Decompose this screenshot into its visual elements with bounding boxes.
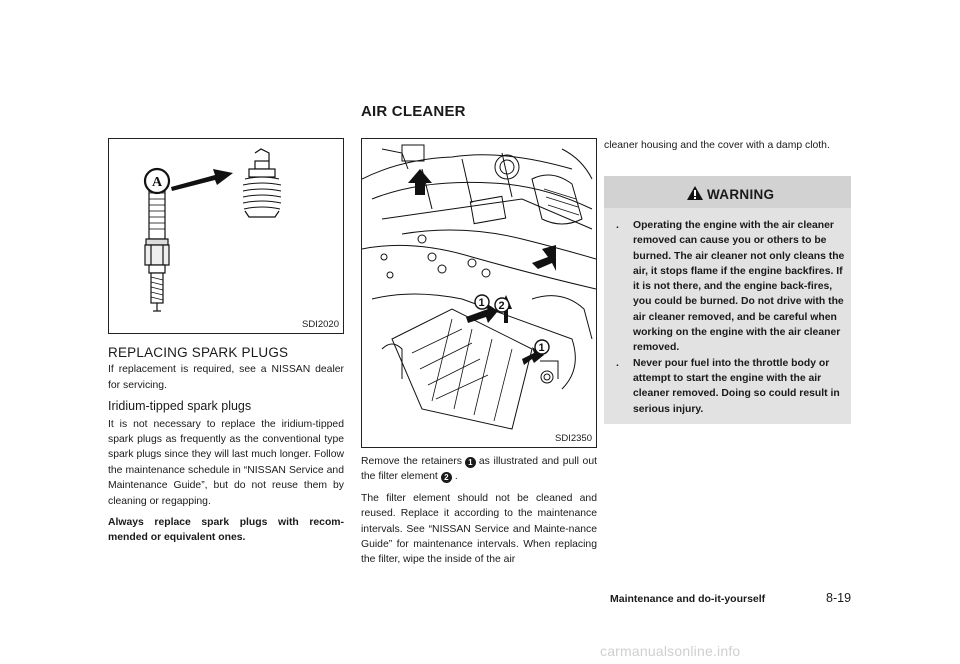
bold-note: Always replace spark plugs with recom-mended or equivalent ones. (108, 517, 344, 544)
spark-plug-illustration (109, 139, 343, 333)
svg-text:2: 2 (498, 300, 505, 312)
warning-text: Operating the engine with the air cleaner removed can cause you or others to be burned. The air cleaner not only cleans the air, it stops flame if the engine backfires. If it is not there, and the engine back-fires, you could be burned. Do not drive with the air cleaner removed, and be careful when working on the engine with the air cleaner removed. (633, 220, 845, 354)
callout-2: 2 (441, 472, 452, 483)
remove-text-a: Remove the retainers (361, 456, 462, 467)
warning-item (614, 356, 846, 417)
warning-title: WARNING (707, 187, 775, 202)
section-title: AIR CLEANER (361, 103, 466, 120)
right-column-continued (604, 138, 851, 159)
heading-replacing-spark-plugs: REPLACING SPARK PLUGS (108, 345, 289, 360)
remove-text-c: . (454, 471, 458, 483)
middle-column-text (361, 454, 597, 574)
left-column-text (108, 345, 344, 552)
warning-box (604, 176, 851, 424)
figure-label: SDI2350 (555, 433, 592, 444)
intro-paragraph: If replacement is required, see a NISSAN dealer for servicing. (108, 364, 344, 391)
spark-plug-figure (108, 138, 344, 334)
bullet: . (616, 357, 619, 369)
page-number: 8-19 (826, 591, 852, 605)
continued-paragraph: cleaner housing and the cover with a damp cloth. (604, 140, 830, 151)
warning-triangle-icon (686, 185, 704, 201)
svg-text:1: 1 (538, 342, 545, 354)
filter-paragraph: The filter element should not be cleaned and reused. Replace it according to the maintenance intervals. See “NISSAN Service and Mainte-nance Guide” for maintenance intervals. When replacing the filter, wipe the inside of the air (361, 492, 597, 566)
svg-text:1: 1 (478, 297, 485, 309)
engine-bay-illustration (362, 139, 596, 447)
bullet: . (616, 220, 619, 231)
remove-instruction (361, 454, 597, 485)
svg-text:A: A (152, 175, 163, 190)
figure-label: SDI2020 (302, 319, 339, 330)
air-cleaner-figure (361, 138, 597, 448)
warning-item (614, 218, 846, 356)
subheading-iridium: Iridium-tipped spark plugs (108, 399, 252, 414)
warning-list (614, 218, 846, 417)
watermark-text: carmanualsonline.info (600, 643, 741, 659)
warning-text: Never pour fuel into the throttle body or attempt to start the engine with the air cleaner removed. Doing so could result in serious injury. (633, 357, 840, 415)
remove-text-b: as illustrated and pull out the filter element (361, 456, 597, 483)
callout-1: 1 (465, 457, 476, 468)
footer-section-name: Maintenance and do-it-yourself (610, 593, 766, 605)
body-paragraph: It is not necessary to replace the iridium-tipped spark plugs as frequently as the conventional type spark plugs since they will last much longer. Follow the maintenance schedule in “NISSAN Service and Maintenance Guide”, but do not reuse them by cleaning or regapping. (108, 418, 344, 507)
